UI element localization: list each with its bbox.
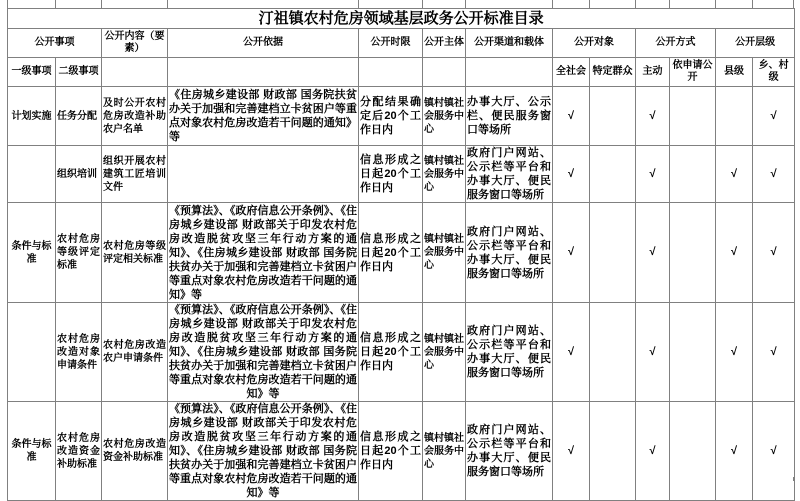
cut-row-bottom-stubs: [7, 477, 794, 481]
header-empty-subject: [423, 58, 466, 87]
cell-county-check: [716, 87, 753, 146]
cell-township-check: √: [753, 203, 795, 303]
cell-time-limit: 分配结果确定后20个工作日内: [359, 87, 423, 146]
cell-subject: 镇村镇社会服务中心: [423, 402, 466, 501]
page-title: 汀祖镇农村危房领域基层政务公开标准目录: [8, 9, 795, 29]
header-level1: 一级事项: [8, 58, 56, 87]
header-empty-basis: [168, 58, 359, 87]
cell-subject: 镇村镇社会服务中心: [423, 87, 466, 146]
cell-all-society-check: √: [553, 402, 590, 501]
header-county: 县级: [716, 58, 753, 87]
cell-active-check: √: [636, 303, 670, 402]
cell-county-check: √: [716, 303, 753, 402]
cell-active-check: √: [636, 402, 670, 501]
header-empty-channel: [466, 58, 553, 87]
table-row: [8, 146, 795, 203]
header-basis: 公开依据: [168, 29, 359, 58]
cell-on-request-check: [670, 303, 716, 402]
cell-level1: [8, 303, 56, 402]
header-subject: 公开主体: [423, 29, 466, 58]
cell-basis: 《预算法》、《政府信息公开条例》、《住房城乡建设部 财政部关于印发农村危房改造脱贫攻坚三年行动方案的通知》、《住房城乡建设部 财政部 国务院扶贫办关于加强和完善建档立卡贫困户等重点对象农村危房改造若干问题的通知》等: [169, 204, 357, 301]
cell-content: 农村危房改造资金补助标准: [102, 402, 168, 501]
cell-subject: 镇村镇社会服务中心: [423, 203, 466, 303]
cell-township-check: √: [753, 146, 795, 203]
cell-active-check: √: [636, 203, 670, 303]
cell-level2: 农村危房改造资金补助标准: [56, 402, 102, 501]
cell-level1: [8, 146, 56, 203]
header-level-group: 公开层级: [716, 29, 795, 58]
cell-subject: 镇村镇社会服务中心: [423, 146, 466, 203]
cell-level1: 条件与标准: [8, 203, 56, 303]
cell-county-check: √: [716, 203, 753, 303]
header-channel: 公开渠道和载体: [466, 29, 553, 58]
cell-level2: 农村危房等级评定标准: [56, 203, 102, 303]
cell-on-request-check: [670, 87, 716, 146]
table-row: [8, 303, 795, 402]
header-method-group: 公开方式: [636, 29, 716, 58]
cell-specific-group-check: [590, 303, 636, 402]
cell-time-limit: 信息形成之日起20个工作日内: [359, 303, 423, 402]
cell-level2: 任务分配: [56, 87, 102, 146]
table-row: [8, 203, 795, 303]
cell-all-society-check: √: [553, 146, 590, 203]
cell-all-society-check: √: [553, 303, 590, 402]
cell-level1: 计划实施: [8, 87, 56, 146]
cell-channel: 政府门户网站、公示栏等平台和办事大厅、便民服务窗口等场所: [466, 402, 553, 501]
cell-basis: 《住房城乡建设部 财政部 国务院扶贫办关于加强和完善建档立卡贫困户等重点对象农村危房改造若干问题的通知》等: [168, 87, 359, 146]
cell-basis: 《预算法》、《政府信息公开条例》、《住房城乡建设部 财政部关于印发农村危房改造脱贫攻坚三年行动方案的通知》、《住房城乡建设部 财政部 国务院扶贫办关于加强和完善建档立卡贫困户等重点对象农村危房改造若干问题的通知》等: [169, 403, 357, 499]
header-audience-group: 公开对象: [553, 29, 636, 58]
header-time-limit: 公开时限: [359, 29, 423, 58]
cell-on-request-check: [670, 203, 716, 303]
cut-row-top-stubs: [7, 0, 794, 8]
cell-channel: 政府门户网站、公示栏等平台和办事大厅、便民服务窗口等场所: [467, 147, 551, 201]
header-active: 主动: [636, 58, 670, 87]
cell-channel: 政府门户网站、公示栏等平台和办事大厅、便民服务窗口等场所: [466, 303, 553, 402]
header-on-request: 依申请公开: [670, 58, 716, 87]
cell-on-request-check: [670, 402, 716, 501]
cell-time-limit: 信息形成之日起20个工作日内: [359, 146, 423, 203]
cell-content: 及时公开农村危房改造补助农户名单: [102, 87, 168, 146]
cell-content: 农村危房改造农户申请条件: [102, 303, 168, 402]
cell-time-limit: 信息形成之日起20个工作日内: [359, 203, 423, 303]
header-level2: 二级事项: [56, 58, 102, 87]
cell-specific-group-check: [590, 87, 636, 146]
cell-basis: [168, 146, 359, 203]
cell-level2: 农村危房改造对象申请条件: [56, 303, 102, 402]
cell-active-check: √: [636, 146, 670, 203]
cell-content: 组织开展农村建筑工匠培训文件: [102, 146, 168, 203]
cell-township-check: √: [753, 87, 795, 146]
cell-subject: 镇村镇社会服务中心: [423, 303, 466, 402]
cell-channel: 政府门户网站、公示栏等平台和办事大厅、便民服务窗口等场所: [466, 203, 553, 303]
header-empty-time-limit: [359, 58, 423, 87]
public-standards-table: [7, 8, 795, 501]
cell-time-limit: 信息形成之日起20个工作日内: [359, 402, 423, 501]
cell-county-check: √: [716, 402, 753, 501]
table-row: [8, 87, 795, 146]
cell-township-check: √: [753, 303, 795, 402]
header-specific-group: 特定群众: [590, 58, 636, 87]
cell-specific-group-check: [590, 402, 636, 501]
cell-active-check: √: [636, 87, 670, 146]
cell-level2: 组织培训: [56, 146, 102, 203]
cell-content: 农村危房等级评定相关标准: [102, 203, 168, 303]
table-row: [8, 402, 795, 501]
header-all-society: 全社会: [553, 58, 590, 87]
cell-all-society-check: √: [553, 87, 590, 146]
cell-all-society-check: √: [553, 203, 590, 303]
cell-county-check: √: [716, 146, 753, 203]
header-matter-group: 公开事项: [8, 29, 102, 58]
cell-specific-group-check: [590, 146, 636, 203]
cell-specific-group-check: [590, 203, 636, 303]
header-empty-content: [102, 58, 168, 87]
header-content: 公开内容（要素）: [102, 29, 168, 58]
cell-on-request-check: [670, 146, 716, 203]
cell-basis: 《预算法》、《政府信息公开条例》、《住房城乡建设部 财政部关于印发农村危房改造脱贫攻坚三年行动方案的通知》、《住房城乡建设部 财政部 国务院扶贫办关于加强和完善建档立卡贫困户等重点对象农村危房改造若干问题的通知》等: [169, 304, 357, 400]
cell-channel: 办事大厅、公示栏、便民服务窗口等场所: [466, 87, 553, 146]
cell-level1: 条件与标准: [8, 402, 56, 501]
header-township: 乡、村级: [753, 58, 795, 87]
cell-township-check: √: [753, 402, 795, 501]
